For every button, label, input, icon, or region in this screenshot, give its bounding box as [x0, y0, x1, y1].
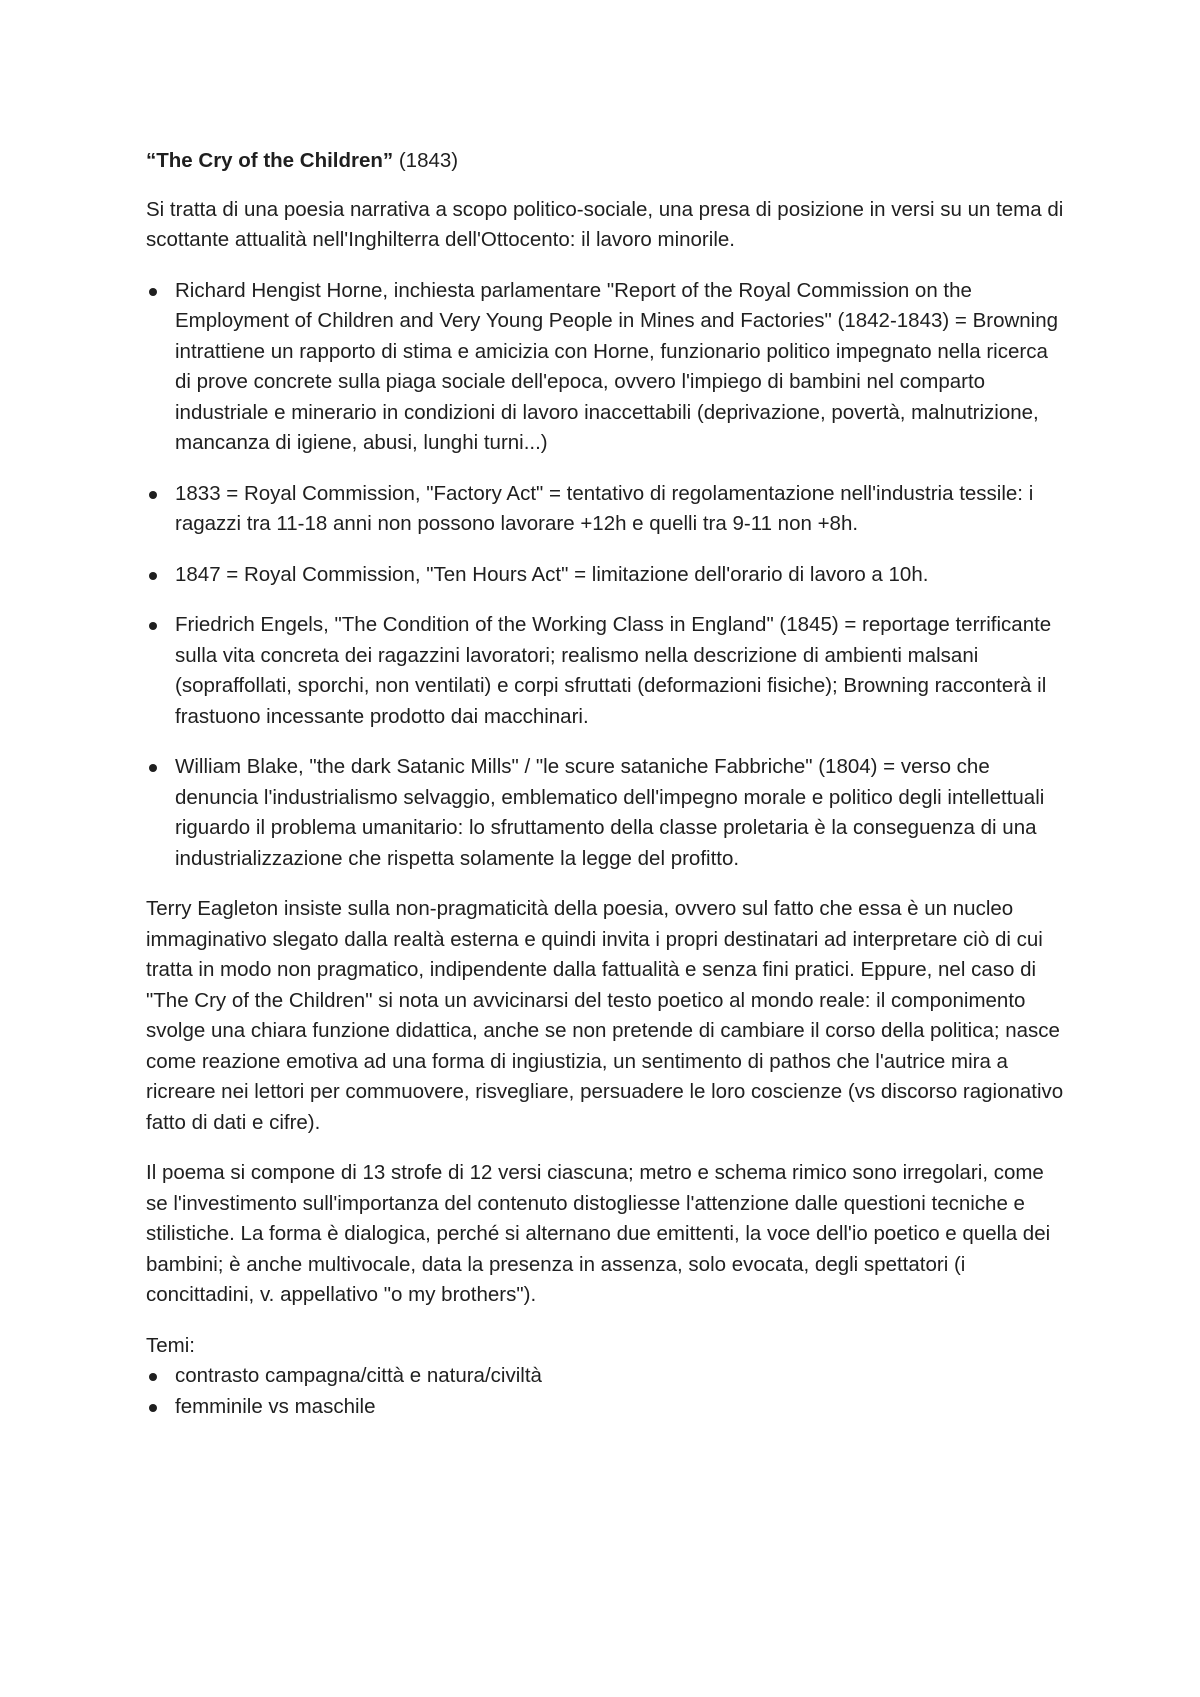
- bullet-icon: [149, 764, 157, 772]
- list-item: [146, 479, 1066, 540]
- list-item: [146, 752, 1066, 874]
- list-item-text: William Blake, "the dark Satanic Mills" / "le scure sataniche Fabbriche" (1804) = verso che denuncia l'industrialismo selvaggio, emblematico dell'impegno morale e politico degli intellettuali riguardo il problema umanitario: lo sfruttamento della classe proletaria è la conseguenza di una industrializzazione che rispetta solamente la legge del profitto.: [175, 755, 1045, 870]
- context-bullet-list: [146, 276, 1066, 875]
- theme-text: femminile vs maschile: [175, 1394, 376, 1418]
- eagleton-paragraph: Terry Eagleton insiste sulla non-pragmaticità della poesia, ovvero sul fatto che essa è un nucleo immaginativo slegato dalla realtà esterna e quindi invita i propri destinatari ad interpretare ciò di cui tratta in modo non pragmatico, indipendente dalla fattualità e senza fini pratici. Eppure, nel caso di "The Cry of the Children" si nota un avvicinarsi del testo poetico al mondo reale: il componimento svolge una chiara funzione didattica, anche se non pretende di cambiare il corso della politica; nasce come reazione emotiva ad una forma di ingiustizia, un sentimento di pathos che l'autrice mira a ricreare nei lettori per commuovere, risvegliare, persuadere le loro coscienze (vs discorso ragionativo fatto di dati e cifre).: [146, 897, 1064, 1134]
- bullet-icon: [149, 491, 157, 499]
- list-item: [146, 1392, 1066, 1423]
- list-item: [146, 1361, 1066, 1392]
- bullet-icon: [149, 622, 157, 630]
- bullet-icon: [149, 572, 157, 580]
- list-item-text: Friedrich Engels, "The Condition of the Working Class in England" (1845) = reportage terrificante sulla vita concreta dei ragazzini lavoratori; realismo nella descrizione di ambienti malsani (sopraffollati, sporchi, non ventilati) e corpi sfruttati (deformazioni fisiche); Browning racconterà il frastuono incessante prodotto dai macchinari.: [175, 613, 1052, 728]
- document-page: [146, 146, 1066, 1422]
- theme-text: contrasto campagna/città e natura/civiltà: [175, 1364, 542, 1387]
- title-text: “The Cry of the Children”: [146, 149, 394, 172]
- themes-label: Temi:: [146, 1333, 195, 1357]
- list-item: [146, 560, 1066, 591]
- title-year: (1843): [393, 149, 459, 172]
- themes-list: [146, 1361, 1066, 1422]
- bullet-icon: [149, 1404, 157, 1412]
- list-item: [146, 276, 1066, 459]
- list-item-text: 1833 = Royal Commission, "Factory Act" = tentativo di regolamentazione nell'industria tessile: i ragazzi tra 11-18 anni non possono lavorare +12h e quelli tra 9-11 non +8h.: [175, 481, 1034, 535]
- intro-paragraph: Si tratta di una poesia narrativa a scopo politico-sociale, una presa di posizione in versi su un tema di scottante attualità nell'Inghilterra dell'Ottocento: il lavoro minorile.: [146, 197, 1064, 251]
- list-item: [146, 610, 1066, 732]
- list-item-text: Richard Hengist Horne, inchiesta parlamentare "Report of the Royal Commission on the Employment of Children and Very Young People in Mines and Factories" (1842-1843) = Browning intrattiene un rapporto di stima e amicizia con Horne, funzionario politico impegnato nella ricerca di prove concrete sulla piaga sociale dell'epoca, ovvero l'impiego di bambini nel comparto industriale e minerario in condizioni di lavoro inaccettabili (deprivazione, povertà, malnutrizione, mancanza di igiene, abusi, lunghi turni...): [175, 278, 1059, 454]
- list-item-text: 1847 = Royal Commission, "Ten Hours Act" = limitazione dell'orario di lavoro a 10h.: [175, 562, 929, 586]
- document-title: [146, 146, 1066, 177]
- bullet-icon: [149, 1373, 157, 1381]
- poema-paragraph: Il poema si compone di 13 strofe di 12 versi ciascuna; metro e schema rimico sono irregolari, come se l'investimento sull'importanza del contenuto distogliesse l'attenzione dalle questioni tecniche e stilistiche. La forma è dialogica, perché si alternano due emittenti, la voce dell'io poetico e quella dei bambini; è anche multivocale, data la presenza in assenza, solo evocata, degli spettatori (i concittadini, v. appellativo "o my brothers").: [146, 1161, 1051, 1306]
- bullet-icon: [149, 288, 157, 296]
